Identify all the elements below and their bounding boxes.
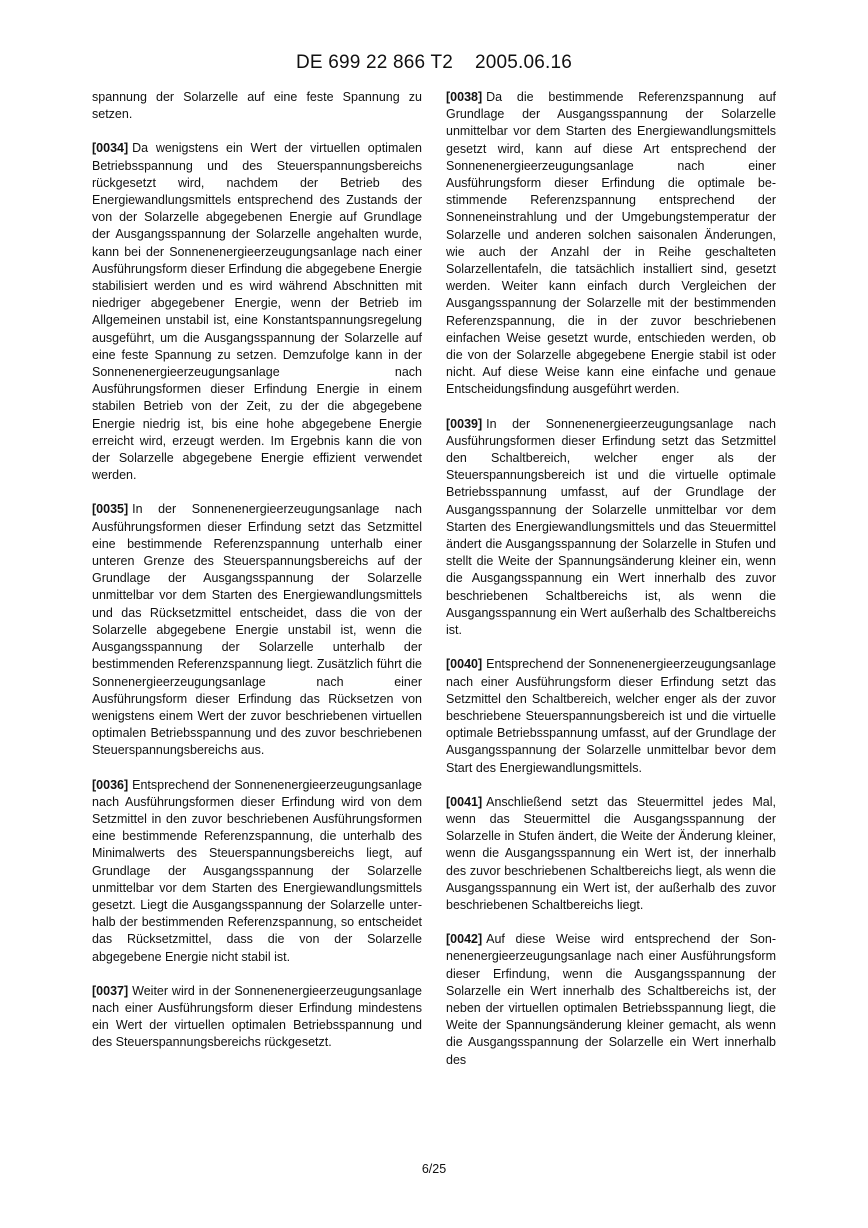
paragraph (92, 983, 422, 1052)
paragraph (446, 794, 776, 914)
paragraph-text: Da die bestimmende Referenzspannung auf Grundlage der Ausgangsspannung der Solarzelle unmittelbar vor dem Starten des Energiewandlungsmittels gesetzt wird, kann auf diese Art entsprechend der Sonnenenergieerzeugungsanlage nach einer Ausführungsform dieser Erfindung die optimale bestimmende Referenzspannung entsprechend der Sonneneinstrahlung und der Umgebungstemperatur der Solarzelle und anderen solchen saisonalen Änderungen, wie auch der Anzahl der in Reihe geschalteten Solarzellentafeln, die tatsächlich installiert sind, gesetzt werden. Weiter kann einfach durch Vergleichen der Ausgangsspannung der Solarzelle mit der bestimmenden Referenzspannung, die in der zuvor beschriebenen einfachen Weise gesetzt wurde, entschieden werden, ob die von der Solarzelle abgegebene Energie stabil ist oder nicht. Auf diese Weise kann eine einfache und genaue Entscheidungsfindung ausgeführt werden. (446, 90, 776, 397)
page-number: 6/25 (421, 1162, 447, 1176)
paragraph-number: [0040] (446, 657, 483, 672)
paragraph-number: [0035] (92, 502, 129, 517)
paragraph (92, 777, 422, 966)
paragraph (92, 140, 422, 484)
paragraph (92, 89, 422, 123)
paragraph-text: In der Sonnenenergieerzeugungsanlage nach Ausführungsformen dieser Erfindung setzt das Setzmittel eine bestimmende Referenzspannung unterhalb einer unteren Grenze des Steuerspannungsbereichs auf der Grundlage der Ausgangsspannung der Solarzelle unmittelbar vor dem Starten des Energiewandlungsmittels und das Rücksetzmittel entscheidet, dass die von der Solarzelle abgegebene Energie unstabil ist, wenn die Ausgangsspannung der Solarzelle unterhalb der bestimmenden Referenzspannung liegt. Zusätzlich führt die Sonnenergieerzeugungsanlage nach einer Ausführungsform dieser Erfindung das Rücksetzen von wenigstens einem Wert der zuvor beschriebenen virtuellen optimalen Betriebsspannung und des zuvor beschriebenen Steuerspannungsbereichs aus. (92, 502, 422, 758)
paragraph-text: Anschließend setzt das Steuermittel jedes Mal, wenn das Steuermittel die Ausgangsspannung der Solarzelle in Stufen ändert, die Weite der Änderung kleiner, wenn die Ausgangsspannung ein Wert ist, der innerhalb des zuvor beschriebenen Schaltbereichs liegt, als wenn die Ausgangsspannung ein Wert ist, der außerhalb des zuvor beschriebenen Schaltbereichs liegt. (446, 794, 776, 912)
paragraph-text: Entsprechend der Sonnenenergieerzeugungsanlage nach einer Ausführungsform dieser Erfindung setzt das Setzmittel den Schaltbereich, welcher enger als der zuvor beschriebene Steuerspannungsbereich ist und die virtuelle optimale Betriebsspannung umfasst, auf der Grundlage der Ausgangsspannung der Solarzelle unmittelbar bevor dem Start des Energiewandlungsmittels. (446, 657, 776, 775)
right-column (446, 89, 776, 1086)
paragraph-text: Weiter wird in der Sonnenenergieerzeugungsanlage nach einer Ausführungsform dieser Erfindung mindestens ein Wert der virtuellen optimalen Betriebsspannung und des Steuerspannungsbereichs rückgesetzt. (92, 983, 422, 1050)
paragraph-number: [0034] (92, 141, 129, 156)
paragraph (446, 89, 776, 399)
paragraph-number: [0039] (446, 416, 483, 431)
paragraph-number: [0036] (92, 777, 129, 792)
doc-date: 2005.06.16 (474, 52, 573, 73)
paragraph (446, 656, 776, 776)
paragraph-number: [0041] (446, 794, 483, 809)
paragraph-number: [0038] (446, 90, 483, 104)
paragraph (92, 501, 422, 759)
paragraph (446, 931, 776, 1069)
paragraph-number: [0037] (92, 983, 129, 998)
paragraph-text: In der Sonnenenergieerzeugungsanlage nach Ausführungsformen dieser Erfindung setzt das Setzmittel den Schaltbereich, welcher enger als der Steuerspannungsbereich ist und die virtuelle optimale Betriebsspannung umfasst, auf der Grundlage der Ausgangsspannung der Solarzelle unmittelbar vor dem Starten des Energiewandlungsmittels und das Steuermittel ändert die Ausgangsspannung der Solarzelle in Stufen und stellt die Weite der Spannungsänderung kleiner ein, wenn die Ausgangsspannung ein Wert innerhalb des zuvor beschriebenen Schaltbereichs ist, als wenn die Ausgangsspannung ein Wert außerhalb des Schaltbereichs ist. (446, 416, 776, 638)
paragraph (446, 416, 776, 640)
paragraph-number: [0042] (446, 932, 483, 947)
doc-number: DE 699 22 866 T2 (295, 52, 454, 73)
paragraph-text: Auf diese Weise wird entsprechend der Sonnenenergieerzeugungsanlage nach einer Ausführungsform dieser Erfindung, wenn die Ausgangsspannung der Solarzelle ein Wert innerhalb des Schaltbereichs ist, der neben der virtuellen optimalen Betriebsspannung liegt, die Weite der Spannungsänderung kleiner gemacht, als wenn die Ausgangsspannung der Solarzelle ein Wert innerhalb des (446, 932, 776, 1067)
paragraph-text: spannung der Solarzelle auf eine feste Spannung zu setzen. (92, 90, 422, 122)
left-column (92, 89, 422, 1069)
paragraph-text: Da wenigstens ein Wert der virtuellen optimalen Betriebsspannung und des Steuerspannungsbereichs rückgesetzt wird, nachdem der Betrieb des Energiewandlungsmittels entsprechend des Zustands der von der Solarzelle abgegebenen Energie auf Grundlage der Ausgangsspannung der Solarzelle angehalten wurde, kann bei der Sonnenenergieerzeugungsanlage nach einer Ausführungsform dieser Erfindung die abgegebene Energie stabilisiert werden und es wird während Abschnitten mit niedriger abgegebener Energie, wenn der Betrieb im Allgemeinen unstabil ist, eine Konstantspannungsregelung ausgeführt, um die Ausgangsspannung der Solarzelle auf eine feste Spannung zu setzen. Demzufolge kann in der Sonnenenergieerzeugungsanlage nach Ausführungsformen dieser Erfindung Energie in einem stabilen Betrieb von der Zeit, zu der die abgegebene Energie niedrig ist, bis eine hohe abgegebene Energie erreicht wird, erzeugt werden. Im Ergebnis kann die von der Solarzelle abgegebene Energie effizient verwendet werden. (92, 141, 422, 483)
page-header (0, 52, 868, 74)
paragraph-text: Entsprechend der Sonnenenergieerzeugungsanlage nach Ausführungsformen dieser Erfindung wird von dem Setzmittel in den zuvor beschriebenen Ausführungsformen eine bestimmende Referenzspannung, die unterhalb des Minimalwerts des Steuerspannungsbereichs liegt, auf Grundlage der Ausgangsspannung der Solarzelle unmittelbar vor dem Starten des Energiewandlungsmittels gesetzt. Liegt die Ausgangsspannung der Solarzelle unterhalb der bestimmenden Referenzspannung, so entscheidet das Rücksetzmittel, dass die von der Solarzelle abgegebene Energie nicht stabil ist. (92, 777, 422, 964)
